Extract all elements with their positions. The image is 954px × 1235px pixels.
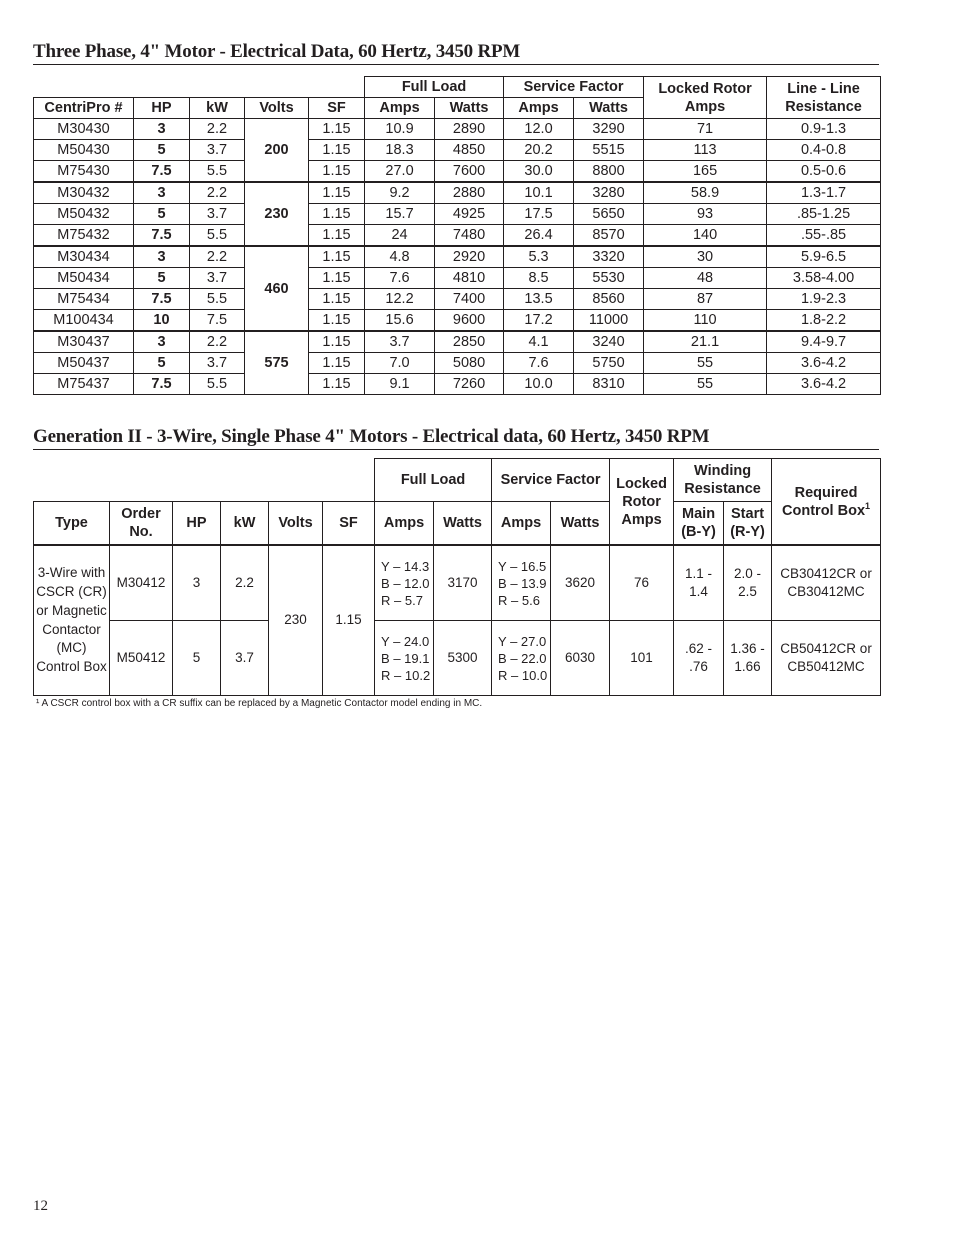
full-load-amps-cell: 15.6	[365, 310, 435, 332]
full-load-amps-cell: Y – 24.0 B – 19.1 R – 10.2	[375, 621, 434, 696]
kw-cell: 2.2	[190, 331, 245, 353]
kw-cell: 3.7	[190, 353, 245, 374]
service-factor-amps-cell: 10.1	[504, 182, 574, 204]
kw-cell: 2.2	[221, 545, 269, 621]
locked-rotor-cell: 140	[644, 225, 767, 247]
service-factor-amps-cell: Y – 27.0 B – 22.0 R – 10.0	[492, 621, 551, 696]
volts-cell: 230	[269, 545, 323, 696]
kw-cell: 5.5	[190, 374, 245, 395]
service-factor-header: Service Factor	[504, 77, 644, 98]
locked-rotor-cell: 71	[644, 119, 767, 140]
service-factor-watts-cell: 8570	[574, 225, 644, 247]
locked-rotor-cell: 87	[644, 289, 767, 310]
full-load-amps-cell: 24	[365, 225, 435, 247]
locked-rotor-cell: 101	[610, 621, 674, 696]
service-factor-amps-cell: 17.5	[504, 204, 574, 225]
hp-cell: 3	[134, 331, 190, 353]
table-row	[34, 353, 881, 374]
service-factor-watts-header: Watts	[574, 98, 644, 119]
type-header: Type	[34, 502, 110, 546]
service-factor-watts-cell: 3240	[574, 331, 644, 353]
full-load-watts-cell: 4925	[435, 204, 504, 225]
service-factor-amps-cell: 26.4	[504, 225, 574, 247]
full-load-watts-cell: 7260	[435, 374, 504, 395]
locked-rotor-cell: 30	[644, 246, 767, 268]
line-line-resistance-cell: 3.6-4.2	[767, 353, 881, 374]
sf-cell: 1.15	[309, 225, 365, 247]
full-load-watts-cell: 7600	[435, 161, 504, 183]
start-winding-cell: 2.0 - 2.5	[724, 545, 772, 621]
service-factor-watts-cell: 3320	[574, 246, 644, 268]
centripro-cell: M50437	[34, 353, 134, 374]
kw-cell: 3.7	[221, 621, 269, 696]
line-line-resistance-cell: 1.9-2.3	[767, 289, 881, 310]
line-line-resistance-cell: .85-1.25	[767, 204, 881, 225]
full-load-watts-cell: 4850	[435, 140, 504, 161]
start-winding-header: Start (R-Y)	[724, 502, 772, 546]
service-factor-watts-cell: 11000	[574, 310, 644, 332]
centripro-cell: M30437	[34, 331, 134, 353]
service-factor-watts-cell: 8800	[574, 161, 644, 183]
centripro-cell: M50430	[34, 140, 134, 161]
kw-cell: 5.5	[190, 289, 245, 310]
full-load-amps-cell: Y – 14.3 B – 12.0 R – 5.7	[375, 545, 434, 621]
table-row	[34, 204, 881, 225]
full-load-watts-cell: 2920	[435, 246, 504, 268]
service-factor-watts-cell: 5650	[574, 204, 644, 225]
full-load-amps-header: Amps	[365, 98, 435, 119]
type-cell: 3-Wire with CSCR (CR) or Magnetic Contactor (MC) Control Box	[34, 545, 110, 696]
volts-cell: 460	[245, 246, 309, 331]
centripro-cell: M100434	[34, 310, 134, 332]
centripro-cell: M30434	[34, 246, 134, 268]
locked-rotor-cell: 113	[644, 140, 767, 161]
table-header-row	[34, 459, 881, 502]
sf-cell: 1.15	[309, 246, 365, 268]
full-load-header: Full Load	[375, 459, 492, 502]
locked-rotor-cell: 58.9	[644, 182, 767, 204]
centripro-cell: M30432	[34, 182, 134, 204]
table-header-row	[34, 77, 881, 98]
full-load-amps-cell: 10.9	[365, 119, 435, 140]
kw-cell: 5.5	[190, 161, 245, 183]
footnote: ¹ A CSCR control box with a CR suffix can be replaced by a Magnetic Contactor model ending in MC.	[36, 698, 483, 709]
hp-cell: 5	[173, 621, 221, 696]
full-load-watts-cell: 4810	[435, 268, 504, 289]
hp-cell: 7.5	[134, 374, 190, 395]
line-line-resistance-cell: 3.58-4.00	[767, 268, 881, 289]
main-winding-cell: .62 - .76	[674, 621, 724, 696]
hp-cell: 5	[134, 140, 190, 161]
full-load-watts-header: Watts	[435, 98, 504, 119]
locked-rotor-cell: 76	[610, 545, 674, 621]
full-load-amps-cell: 12.2	[365, 289, 435, 310]
footnote-marker: 1	[865, 500, 871, 511]
table-row	[34, 621, 881, 696]
locked-rotor-cell: 55	[644, 353, 767, 374]
line-line-resistance-cell: 0.5-0.6	[767, 161, 881, 183]
full-load-watts-cell: 2850	[435, 331, 504, 353]
locked-rotor-cell: 165	[644, 161, 767, 183]
table-row	[34, 182, 881, 204]
hp-cell: 5	[134, 268, 190, 289]
service-factor-amps-cell: 20.2	[504, 140, 574, 161]
service-factor-amps-header: Amps	[504, 98, 574, 119]
table-row	[34, 225, 881, 247]
centripro-cell: M75434	[34, 289, 134, 310]
centripro-cell: M30430	[34, 119, 134, 140]
full-load-watts-cell: 9600	[435, 310, 504, 332]
sf-cell: 1.15	[309, 331, 365, 353]
order-no-cell: M30412	[110, 545, 173, 621]
locked-rotor-cell: 110	[644, 310, 767, 332]
kw-cell: 2.2	[190, 119, 245, 140]
kw-header: kW	[221, 502, 269, 546]
line-line-resistance-cell: 1.3-1.7	[767, 182, 881, 204]
service-factor-amps-cell: 5.3	[504, 246, 574, 268]
service-factor-watts-cell: 3620	[551, 545, 610, 621]
centripro-cell: M75432	[34, 225, 134, 247]
service-factor-watts-header: Watts	[551, 502, 610, 546]
table-row	[34, 289, 881, 310]
table-row	[34, 268, 881, 289]
winding-resistance-header: Winding Resistance	[674, 459, 772, 502]
three-phase-table	[33, 76, 881, 395]
hp-cell: 3	[173, 545, 221, 621]
kw-cell: 2.2	[190, 246, 245, 268]
hp-cell: 7.5	[134, 225, 190, 247]
full-load-watts-cell: 5080	[435, 353, 504, 374]
sf-cell: 1.15	[323, 545, 375, 696]
main-winding-cell: 1.1 - 1.4	[674, 545, 724, 621]
three-phase-body	[34, 119, 881, 395]
line-line-resistance-cell: 0.4-0.8	[767, 140, 881, 161]
full-load-amps-header: Amps	[375, 502, 434, 546]
volts-header: Volts	[245, 98, 309, 119]
service-factor-header: Service Factor	[492, 459, 610, 502]
sf-cell: 1.15	[309, 161, 365, 183]
full-load-header: Full Load	[365, 77, 504, 98]
full-load-watts-cell: 5300	[434, 621, 492, 696]
kw-header: kW	[190, 98, 245, 119]
table-row	[34, 246, 881, 268]
kw-cell: 3.7	[190, 140, 245, 161]
kw-cell: 7.5	[190, 310, 245, 332]
table-row	[34, 119, 881, 140]
centripro-cell: M50432	[34, 204, 134, 225]
full-load-watts-cell: 2880	[435, 182, 504, 204]
line-line-resistance-header: Line - Line Resistance	[767, 77, 881, 119]
full-load-amps-cell: 27.0	[365, 161, 435, 183]
full-load-watts-cell: 7480	[435, 225, 504, 247]
service-factor-amps-cell: 13.5	[504, 289, 574, 310]
line-line-resistance-cell: 3.6-4.2	[767, 374, 881, 395]
sf-cell: 1.15	[309, 182, 365, 204]
kw-cell: 3.7	[190, 268, 245, 289]
service-factor-watts-cell: 3290	[574, 119, 644, 140]
three-phase-title: Three Phase, 4" Motor - Electrical Data, 60 Hertz, 3450 RPM	[33, 41, 879, 65]
service-factor-amps-cell: 8.5	[504, 268, 574, 289]
line-line-resistance-cell: 9.4-9.7	[767, 331, 881, 353]
volts-cell: 200	[245, 119, 309, 183]
table-header-row	[34, 502, 881, 546]
full-load-amps-cell: 4.8	[365, 246, 435, 268]
volts-cell: 230	[245, 182, 309, 246]
single-phase-table	[33, 458, 881, 696]
control-box-cell: CB50412CR or CB50412MC	[772, 621, 881, 696]
table-row	[34, 310, 881, 332]
service-factor-amps-cell: Y – 16.5 B – 13.9 R – 5.6	[492, 545, 551, 621]
sf-cell: 1.15	[309, 289, 365, 310]
table-row	[34, 161, 881, 183]
table-row	[34, 140, 881, 161]
full-load-watts-cell: 3170	[434, 545, 492, 621]
service-factor-watts-cell: 5530	[574, 268, 644, 289]
sf-cell: 1.15	[309, 353, 365, 374]
service-factor-amps-cell: 4.1	[504, 331, 574, 353]
centripro-cell: M50434	[34, 268, 134, 289]
service-factor-amps-cell: 12.0	[504, 119, 574, 140]
order-no-header: Order No.	[110, 502, 173, 546]
service-factor-watts-cell: 5515	[574, 140, 644, 161]
table-row	[34, 374, 881, 395]
hp-cell: 3	[134, 119, 190, 140]
sf-cell: 1.15	[309, 310, 365, 332]
locked-rotor-header: Locked Rotor Amps	[610, 459, 674, 546]
line-line-resistance-cell: .55-.85	[767, 225, 881, 247]
sf-header: SF	[309, 98, 365, 119]
full-load-amps-cell: 18.3	[365, 140, 435, 161]
hp-cell: 5	[134, 204, 190, 225]
kw-cell: 3.7	[190, 204, 245, 225]
sf-cell: 1.15	[309, 140, 365, 161]
sf-cell: 1.15	[309, 119, 365, 140]
line-line-resistance-cell: 1.8-2.2	[767, 310, 881, 332]
service-factor-watts-cell: 8560	[574, 289, 644, 310]
page-number: 12	[33, 1198, 48, 1214]
hp-cell: 3	[134, 182, 190, 204]
locked-rotor-cell: 55	[644, 374, 767, 395]
hp-cell: 5	[134, 353, 190, 374]
full-load-watts-cell: 7400	[435, 289, 504, 310]
full-load-amps-cell: 7.0	[365, 353, 435, 374]
full-load-amps-cell: 3.7	[365, 331, 435, 353]
service-factor-amps-cell: 7.6	[504, 353, 574, 374]
single-phase-title: Generation II - 3-Wire, Single Phase 4" Motors - Electrical data, 60 Hertz, 3450 RPM	[33, 426, 879, 450]
full-load-watts-cell: 2890	[435, 119, 504, 140]
hp-cell: 3	[134, 246, 190, 268]
service-factor-watts-cell: 8310	[574, 374, 644, 395]
locked-rotor-header: Locked Rotor Amps	[644, 77, 767, 119]
full-load-amps-cell: 15.7	[365, 204, 435, 225]
line-line-resistance-cell: 0.9-1.3	[767, 119, 881, 140]
hp-header: HP	[134, 98, 190, 119]
sf-cell: 1.15	[309, 268, 365, 289]
hp-cell: 10	[134, 310, 190, 332]
hp-cell: 7.5	[134, 161, 190, 183]
order-no-cell: M50412	[110, 621, 173, 696]
sf-header: SF	[323, 502, 375, 546]
full-load-watts-header: Watts	[434, 502, 492, 546]
centripro-cell: M75437	[34, 374, 134, 395]
table-row	[34, 331, 881, 353]
centripro-header: CentriPro #	[34, 98, 134, 119]
table-row	[34, 545, 881, 621]
service-factor-watts-cell: 5750	[574, 353, 644, 374]
sf-cell: 1.15	[309, 204, 365, 225]
required-control-box-header: Required Control Box$^1$	[772, 459, 881, 546]
start-winding-cell: 1.36 - 1.66	[724, 621, 772, 696]
service-factor-amps-cell: 17.2	[504, 310, 574, 332]
service-factor-watts-cell: 6030	[551, 621, 610, 696]
volts-header: Volts	[269, 502, 323, 546]
hp-header: HP	[173, 502, 221, 546]
kw-cell: 5.5	[190, 225, 245, 247]
hp-cell: 7.5	[134, 289, 190, 310]
full-load-amps-cell: 9.2	[365, 182, 435, 204]
line-line-resistance-cell: 5.9-6.5	[767, 246, 881, 268]
locked-rotor-cell: 48	[644, 268, 767, 289]
full-load-amps-cell: 7.6	[365, 268, 435, 289]
locked-rotor-cell: 93	[644, 204, 767, 225]
service-factor-amps-header: Amps	[492, 502, 551, 546]
control-box-cell: CB30412CR or CB30412MC	[772, 545, 881, 621]
service-factor-amps-cell: 10.0	[504, 374, 574, 395]
centripro-cell: M75430	[34, 161, 134, 183]
service-factor-amps-cell: 30.0	[504, 161, 574, 183]
volts-cell: 575	[245, 331, 309, 395]
sf-cell: 1.15	[309, 374, 365, 395]
locked-rotor-cell: 21.1	[644, 331, 767, 353]
service-factor-watts-cell: 3280	[574, 182, 644, 204]
main-winding-header: Main (B-Y)	[674, 502, 724, 546]
kw-cell: 2.2	[190, 182, 245, 204]
full-load-amps-cell: 9.1	[365, 374, 435, 395]
